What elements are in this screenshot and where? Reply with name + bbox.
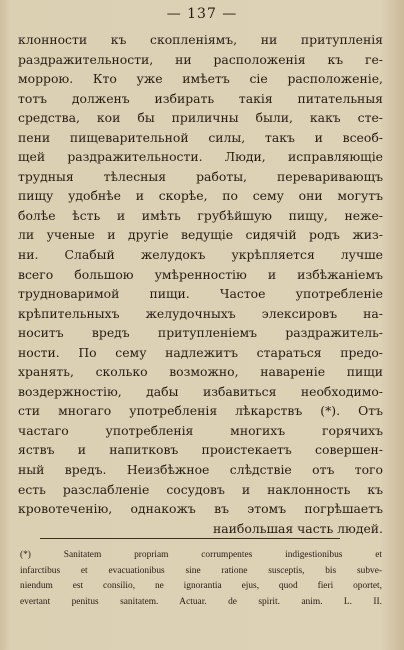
text-line: болѣе ѣсть и имѣть грубѣйшую пищу, неже- xyxy=(18,207,383,223)
text-line: моррою. Кто уже имѣетъ сіе расположеніе, xyxy=(18,71,383,87)
text-line: воздержностію, дабы избавиться необходимо- xyxy=(18,383,383,399)
footnote-line: niendum est consilio, ne ignorantia ejus, quod fieri oportet, xyxy=(20,581,382,592)
text-line: трудноваримой пищи. Частое употребленіе xyxy=(18,286,383,302)
text-line: частаго употребленія многихъ горячихъ xyxy=(18,422,383,438)
text-line: ный вредъ. Неизбѣжное слѣдствіе отъ того xyxy=(18,462,383,478)
footnote-divider xyxy=(40,538,340,539)
footnote-line: infarctibus et evacuationibus sine ratione susceptis, bis subve- xyxy=(20,565,382,576)
body-text xyxy=(18,30,383,538)
footnote xyxy=(20,548,382,610)
text-line: средства, кои бы приличны были, какъ сте- xyxy=(18,110,383,126)
text-line: хранять, сколько возможно, навареніе пищи xyxy=(18,364,383,380)
text-line: пени пищеварительной силы, такъ и всеоб- xyxy=(18,129,383,145)
text-line: ли ученые и другіе ведущіе сидячій родъ жиз- xyxy=(18,227,383,243)
text-line: ности. По сему надлежитъ стараться предо- xyxy=(18,344,383,360)
text-line: раздражительности, ни расположенія къ ге- xyxy=(18,51,383,67)
text-line: пищу удобнѣе и скорѣе, по сему они могутъ xyxy=(18,188,383,204)
text-line: клонности къ скопленіямъ, ни притупленія xyxy=(18,32,383,47)
text-line: щей раздражительности. Люди, исправляющіе xyxy=(18,149,383,165)
text-line: сти многаго употребленія лѣкарствъ (*). Отъ xyxy=(18,403,383,419)
text-line: всего большою умѣренностію и избѣжаніемъ xyxy=(18,266,383,282)
text-line: есть разслабленіе сосудовъ и наклонность къ xyxy=(18,481,383,497)
text-line: ни. Слабый желудокъ укрѣпляется лучше xyxy=(18,247,383,263)
text-line: кровотеченію, однакожъ въ этомъ погрѣшаетъ xyxy=(18,501,383,517)
text-line-last: наибольшая часть людей. xyxy=(213,520,383,536)
footnote-line: evertant penitus sanitatem. Actuar. de spirit. anim. L. II. xyxy=(20,596,382,607)
text-line: тотъ долженъ избирать такія питательныя xyxy=(18,90,383,106)
footnote-line: (*) Sanitatem propriam corrumpentes indigestionibus et xyxy=(20,550,382,560)
text-line: носитъ вредъ притупленіемъ раздражитель- xyxy=(18,325,383,341)
page-number: — 137 — xyxy=(166,6,238,22)
text-line: крѣпительныхъ желудочныхъ элексировъ на- xyxy=(18,305,383,321)
text-line: трудныя тѣлесныя работы, переваривающъ xyxy=(18,168,383,184)
text-line: яствъ и напитковъ проистекаетъ совершен- xyxy=(18,442,383,458)
